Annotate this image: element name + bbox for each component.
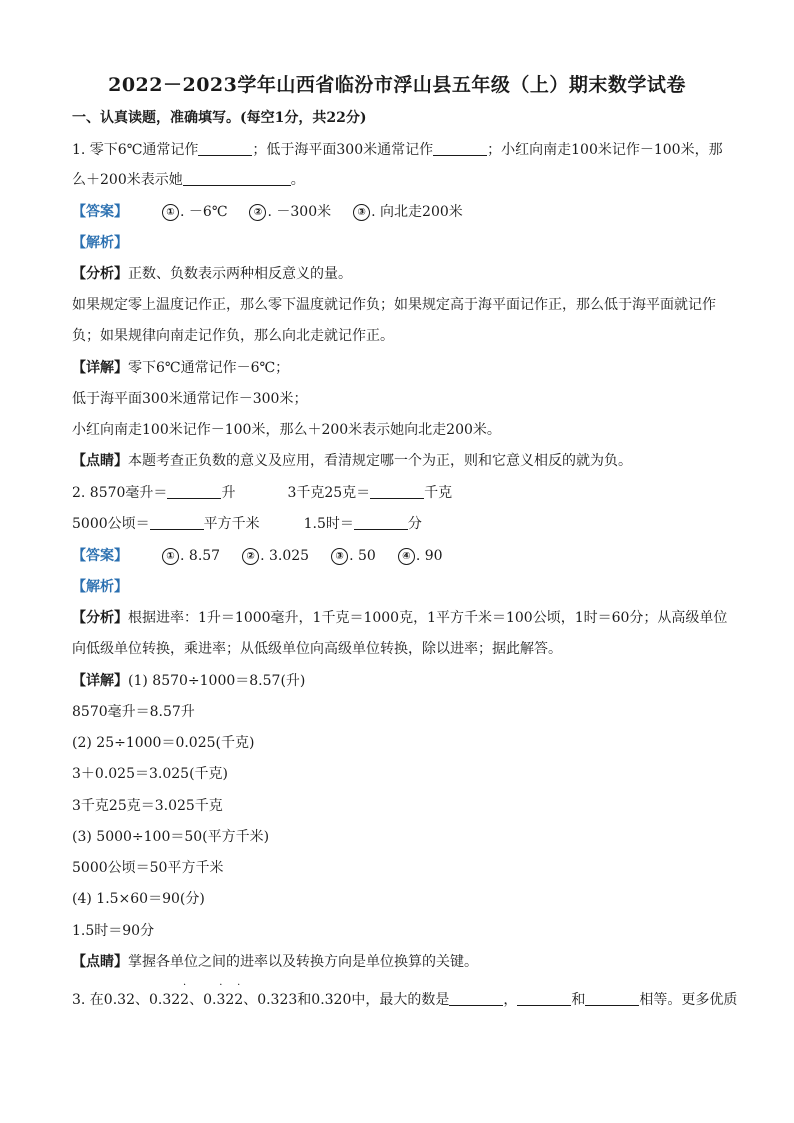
circled-number: ① — [162, 548, 179, 565]
explanation-line: 如果规定零上温度记作正，那么零下温度就记作负；如果规定高于海平面记作正，那么低于海平面就记作 — [72, 297, 716, 313]
analysis-tag: 【解析】 — [72, 235, 128, 251]
circled-number: ① — [162, 204, 179, 221]
detail-line: 【详解】零下6℃通常记作－6℃； — [72, 360, 290, 376]
comment-line: 【点睛】掌握各单位之间的进率以及转换方向是单位换算的关键。 — [72, 954, 478, 970]
question-2-line-2: 5000公顷＝ 平方千米 1.5时＝ 分 — [72, 516, 422, 532]
answer-blank[interactable] — [370, 483, 424, 499]
circled-number: ② — [249, 204, 266, 221]
answer-blank[interactable] — [183, 170, 291, 186]
comment-line: 【点睛】本题考查正负数的意义及应用，看清规定哪一个为正，则和它意义相反的就为负。 — [72, 453, 632, 469]
circled-number: ② — [242, 548, 259, 565]
answer-blank[interactable] — [517, 990, 571, 1006]
question-3-line: 3. 在0.32、0.32 · 2、0. · 32 · 2、0.323和0.320中，最大的数是 ， 和 相等。更多优质 — [72, 980, 738, 1008]
answer-blank[interactable] — [585, 990, 639, 1006]
analysis-line: 向低级单位转换，乘进率；从低级单位向高级单位转换，除以进率；据此解答。 — [72, 641, 562, 657]
repeating-decimal: 0. · 32 · 2 — [203, 980, 244, 1008]
detail-line: (2) 25÷1000＝0.025(千克) — [72, 735, 255, 751]
detail-line: 5000公顷＝50平方千米 — [72, 860, 224, 876]
answer-blank[interactable] — [198, 140, 252, 156]
circled-number: ③ — [331, 548, 348, 565]
detail-line: (4) 1.5×60＝90(分) — [72, 891, 205, 907]
detail-line: 小红向南走100米记作－100米，那么＋200米表示她向北走200米。 — [72, 422, 501, 438]
page-title: 2022－2023学年山西省临汾市浮山县五年级（上）期末数学试卷 — [108, 74, 686, 96]
analysis-line: 【分析】根据进率：1升＝1000毫升，1千克＝1000克，1平方千米＝100公顷，1时＝60分；从高级单位 — [72, 610, 728, 626]
question-1-line-1: 1. 零下6℃通常记作 ；低于海平面300米通常记作 ；小红向南走100米记作－100米，那 — [72, 142, 723, 158]
analysis-line: 【分析】正数、负数表示两种相反意义的量。 — [72, 266, 352, 282]
detail-line: 3＋0.025＝3.025(千克) — [72, 766, 228, 782]
detail-line: (3) 5000÷100＝50(平方千米) — [72, 829, 270, 845]
question-2-line-1: 2. 8570毫升＝ 升 3千克25克＝ 千克 — [72, 485, 453, 501]
question-1-line-2: 么＋200米表示她 。 — [72, 172, 305, 188]
section-heading: 一、认真读题，准确填写。(每空1分，共22分) — [72, 110, 367, 126]
detail-line: 低于海平面300米通常记作－300米； — [72, 391, 308, 407]
detail-line: 3千克25克＝3.025千克 — [72, 798, 223, 814]
explanation-line: 负；如果规律向南走记作负，那么向北走就记作正。 — [72, 328, 394, 344]
repeating-decimal: 0.32 · 2 — [148, 980, 190, 1008]
answer-blank[interactable] — [354, 514, 408, 530]
detail-line: 1.5时＝90分 — [72, 923, 155, 939]
detail-line: 8570毫升＝8.57升 — [72, 704, 195, 720]
repeat-dot: · — [237, 980, 241, 991]
analysis-tag: 【解析】 — [72, 579, 128, 595]
repeat-dot: · — [183, 980, 187, 991]
answer-blank[interactable] — [449, 990, 503, 1006]
answer-row: 【答案】 ① . 8.57 ② . 3.025 ③ . 50 ④ . 90 — [72, 548, 443, 564]
detail-line: 【详解】(1) 8570÷1000＝8.57(升) — [72, 673, 306, 689]
answer-blank[interactable] — [150, 514, 204, 530]
repeat-dot: · — [219, 980, 223, 991]
answer-blank[interactable] — [167, 483, 221, 499]
circled-number: ④ — [398, 548, 415, 565]
answer-blank[interactable] — [433, 140, 487, 156]
circled-number: ③ — [353, 204, 370, 221]
answer-row: 【答案】 ① . －6℃ ② . －300米 ③ . 向北走200米 — [72, 204, 463, 220]
